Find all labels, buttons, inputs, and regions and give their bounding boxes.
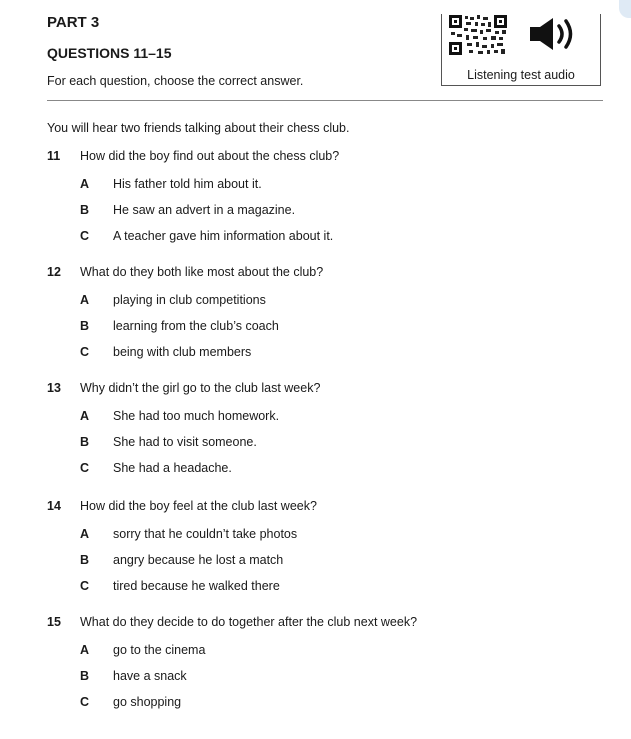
option-letter[interactable]: B xyxy=(80,553,90,567)
option-letter[interactable]: C xyxy=(80,229,90,243)
option-text[interactable]: A teacher gave him information about it. xyxy=(113,229,334,243)
question-text: How did the boy find out about the chess club? xyxy=(80,149,340,163)
option-letter[interactable]: C xyxy=(80,579,90,593)
option-letter[interactable]: C xyxy=(80,461,90,475)
option-letter[interactable]: B xyxy=(80,435,90,449)
option-letter[interactable]: C xyxy=(80,345,90,359)
question-text: Why didn’t the girl go to the club last week? xyxy=(80,381,321,395)
option-text[interactable]: She had to visit someone. xyxy=(113,435,257,449)
option-letter[interactable]: B xyxy=(80,203,90,217)
questions-range-title: QUESTIONS 11–15 xyxy=(47,45,172,61)
option-text[interactable]: tired because he walked there xyxy=(113,579,280,593)
option-letter[interactable]: A xyxy=(80,409,90,423)
option-text[interactable]: being with club members xyxy=(113,345,252,359)
question-number: 15 xyxy=(47,615,61,629)
question-text: What do they both like most about the club? xyxy=(80,265,324,279)
option-letter[interactable]: A xyxy=(80,643,90,657)
speaker-icon[interactable] xyxy=(528,16,580,52)
option-text[interactable]: go to the cinema xyxy=(113,643,206,657)
option-letter[interactable]: A xyxy=(80,527,90,541)
option-text[interactable]: go shopping xyxy=(113,695,182,709)
question-number: 13 xyxy=(47,381,61,395)
option-text[interactable]: He saw an advert in a magazine. xyxy=(113,203,296,217)
option-letter[interactable]: C xyxy=(80,695,90,709)
option-letter[interactable]: B xyxy=(80,319,90,333)
corner-decoration xyxy=(619,0,631,18)
option-text[interactable]: playing in club competitions xyxy=(113,293,266,307)
question-text: How did the boy feel at the club last week? xyxy=(80,499,317,513)
question-number: 12 xyxy=(47,265,61,279)
intro-text: You will hear two friends talking about their chess club. xyxy=(47,121,350,135)
option-text[interactable]: angry because he lost a match xyxy=(113,553,284,567)
option-letter[interactable]: A xyxy=(80,293,90,307)
part-title: PART 3 xyxy=(47,14,100,31)
option-letter[interactable]: A xyxy=(80,177,90,191)
option-letter[interactable]: B xyxy=(80,669,90,683)
question-text: What do they decide to do together after the club next week? xyxy=(80,615,418,629)
option-text[interactable]: She had too much homework. xyxy=(113,409,280,423)
question-number: 14 xyxy=(47,499,61,513)
option-text[interactable]: learning from the club’s coach xyxy=(113,319,279,333)
option-text[interactable]: She had a headache. xyxy=(113,461,232,475)
option-text[interactable]: sorry that he couldn’t take photos xyxy=(113,527,298,541)
option-text[interactable]: His father told him about it. xyxy=(113,177,262,191)
divider-line xyxy=(47,100,603,101)
question-number: 11 xyxy=(47,149,61,163)
audio-label: Listening test audio xyxy=(467,68,575,82)
instruction-text: For each question, choose the correct answer. xyxy=(47,74,304,88)
option-text[interactable]: have a snack xyxy=(113,669,187,683)
qr-code-icon[interactable] xyxy=(449,15,507,55)
